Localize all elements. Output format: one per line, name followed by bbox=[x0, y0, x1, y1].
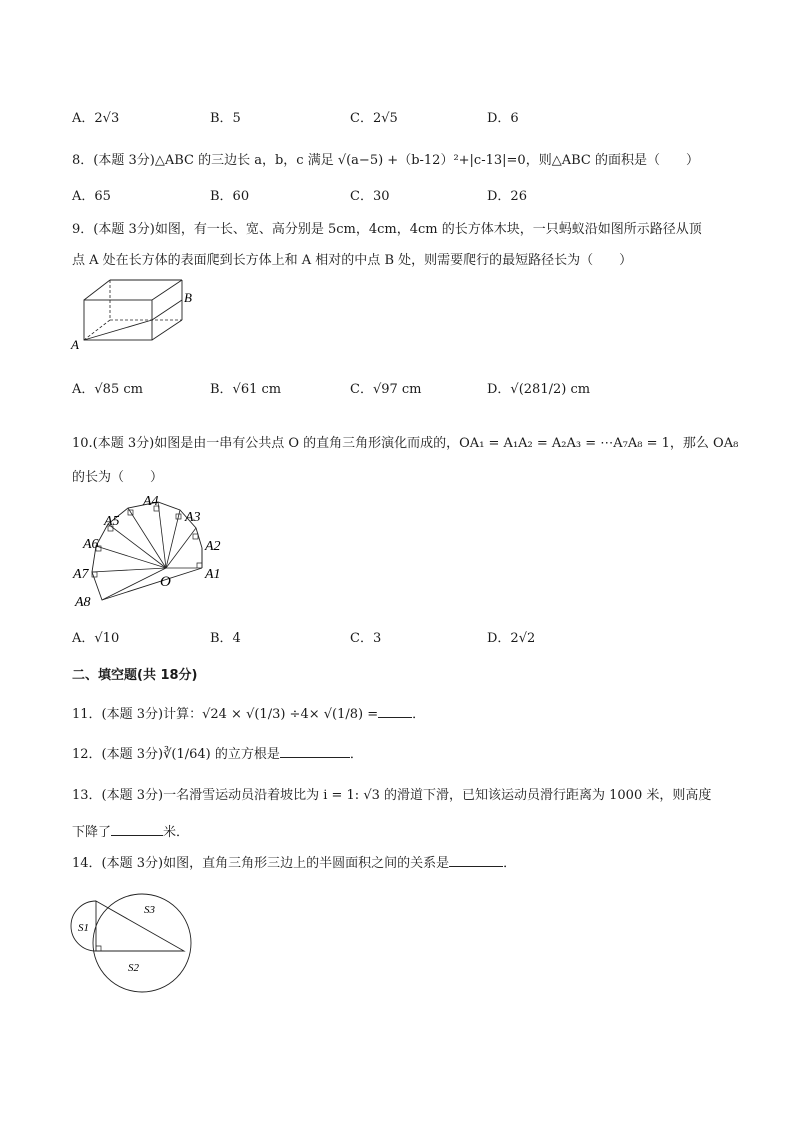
q9-label-b: B bbox=[184, 290, 192, 305]
q9-option-c: C．√97 cm bbox=[350, 382, 422, 397]
q12-answer-blank[interactable] bbox=[280, 745, 350, 758]
q14-label-s3: S3 bbox=[144, 904, 155, 916]
q9-option-b: B．√61 cm bbox=[210, 382, 282, 397]
q10-label-a7: A7 bbox=[73, 567, 89, 582]
q8-option-c: C．30 bbox=[350, 189, 390, 204]
q9-option-a: A．√85 cm bbox=[72, 382, 143, 397]
q14-semicircles-figure bbox=[68, 874, 192, 998]
q12-end: ． bbox=[349, 747, 363, 762]
q14-label-s2: S2 bbox=[128, 962, 139, 974]
q9-cuboid-figure bbox=[70, 276, 200, 352]
q10-label-a4: A4 bbox=[143, 494, 159, 509]
q13-line2 bbox=[72, 821, 189, 840]
section-title-fill-in: 二、填空题(共 18分) bbox=[72, 668, 198, 683]
q7-option-c: C．2√5 bbox=[350, 111, 398, 126]
q10-stem-line1: 10.(本题 3分)如图是由一串有公共点 O 的直角三角形演化而成的，OA₁ = A₁A₂ = A₂A₃ = ⋯A₇A₈ = 1，那么 OA₈ bbox=[72, 436, 739, 451]
q14-line bbox=[72, 852, 516, 871]
q10-label-a1: A1 bbox=[205, 567, 221, 582]
q8-option-d: D．26 bbox=[487, 189, 527, 204]
q10-label-a6: A6 bbox=[83, 537, 99, 552]
q14-answer-blank[interactable] bbox=[449, 854, 503, 867]
q10-option-b: B．4 bbox=[210, 631, 241, 646]
q13-stem-line1: 13．(本题 3分)一名滑雪运动员沿着坡比为 i = 1: √3 的滑道下滑，已知该运动员滑行距离为 1000 米，则高度 bbox=[72, 788, 712, 803]
q10-label-a2: A2 bbox=[205, 539, 221, 554]
q13-stem-line2-a: 下降了 bbox=[72, 825, 112, 840]
q7-option-a: A．2√3 bbox=[72, 111, 120, 126]
q9-stem-line2: 点 A 处在长方体的表面爬到长方体上和 A 相对的中点 B 处，则需要爬行的最短路径长为（ ） bbox=[72, 253, 633, 268]
q10-stem-line2: 的长为（ ） bbox=[72, 470, 164, 485]
q10-option-c: C．3 bbox=[350, 631, 382, 646]
q10-spiral-figure bbox=[70, 488, 230, 616]
q10-label-a5: A5 bbox=[104, 514, 120, 529]
q14-end: ． bbox=[503, 856, 517, 871]
q9-label-a: A bbox=[71, 337, 79, 352]
q13-answer-blank[interactable] bbox=[111, 823, 163, 836]
q8-option-a: A．65 bbox=[72, 189, 111, 204]
q13-stem-line2-b: 米． bbox=[163, 825, 190, 840]
q8-stem: 8．(本题 3分)△ABC 的三边长 a，b，c 满足 √(a−5) +（b-12）²+|c-13|=0，则△ABC 的面积是（ ） bbox=[72, 153, 699, 168]
q10-option-a: A．√10 bbox=[72, 631, 120, 646]
q12-line bbox=[72, 743, 363, 762]
q9-option-d: D．√(281/2) cm bbox=[487, 382, 591, 397]
q10-label-a3: A3 bbox=[185, 510, 201, 525]
q10-label-a8: A8 bbox=[75, 595, 91, 610]
q11-stem: 11．(本题 3分)计算：√24 × √(1/3) ÷4× √(1/8) = bbox=[72, 707, 379, 722]
q12-stem: 12．(本题 3分)∛(1/64) 的立方根是 bbox=[72, 747, 280, 762]
q11-line bbox=[72, 703, 425, 722]
q14-label-s1: S1 bbox=[78, 922, 89, 934]
q11-answer-blank[interactable] bbox=[378, 705, 412, 718]
q7-option-b: B．5 bbox=[210, 111, 241, 126]
q7-option-d: D．6 bbox=[487, 111, 519, 126]
q8-option-b: B．60 bbox=[210, 189, 250, 204]
q10-option-d: D．2√2 bbox=[487, 631, 536, 646]
q14-stem: 14．(本题 3分)如图，直角三角形三边上的半圆面积之间的关系是 bbox=[72, 856, 450, 871]
q9-stem-line1: 9．(本题 3分)如图，有一长、宽、高分别是 5cm，4cm，4cm 的长方体木块，一只蚂蚁沿如图所示路径从顶 bbox=[72, 222, 702, 237]
q11-end: ． bbox=[412, 707, 426, 722]
q10-label-o: O bbox=[160, 574, 171, 590]
